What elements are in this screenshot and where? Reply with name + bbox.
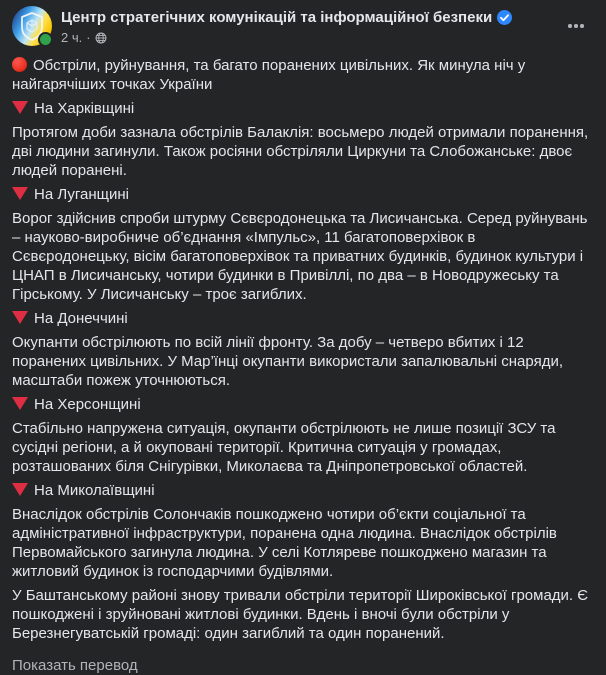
ellipsis-menu-icon <box>568 24 572 28</box>
post-paragraph <box>12 333 594 390</box>
post-paragraph <box>12 586 594 643</box>
timestamp-link[interactable]: 2 ч. <box>61 30 83 45</box>
region-heading-mykolaiv <box>12 481 594 500</box>
ellipsis-menu-icon <box>580 24 584 28</box>
red-triangle-down-icon <box>12 311 28 324</box>
post-header <box>0 0 606 46</box>
red-triangle-down-icon <box>12 101 28 114</box>
post-meta <box>61 30 558 45</box>
online-status-dot <box>38 32 53 47</box>
meta-separator: · <box>86 30 91 45</box>
post-text: Стабільно напружена ситуація, окупанти обстрілюють не лише позиції ЗСУ та сусідні регіони, а й окуповані території. Критична ситуація у громадах, розташованих біля Снігурівки, Миколаєва та Дніпропетровської областей. <box>12 420 556 475</box>
post-paragraph <box>12 419 594 476</box>
region-label: На Харківщині <box>34 100 135 117</box>
red-circle-icon <box>12 57 27 72</box>
show-translation-link[interactable]: Показать перевод <box>12 657 138 674</box>
region-label: На Луганщині <box>34 186 129 203</box>
region-heading-luhansk <box>12 185 594 204</box>
red-triangle-down-icon <box>12 187 28 200</box>
post-text: Ворог здійснив спроби штурму Сєвєродонецька та Лисичанська. Серед руйнувань – науково-виробниче об’єднання «Імпульс», 11 багатоповерхівок в Сєвєродонецьку, вісім багатоповерхівок та приватних будинків, будинок культури і ЦНАП в Лисичанську, чотири будинки в Привіллі, по два – в Новодружеську та Гірському. У Лисичанську – троє загиблих. <box>12 210 588 303</box>
page-name-link[interactable]: Центр стратегічних комунікацій та інформаційної безпеки <box>61 9 493 26</box>
post-text: Внаслідок обстрілів Солончаків пошкоджено чотири об’єкти соціальної та адміністративної інфраструктури, поранена одна людина. Внаслідок обстрілів Первомайського загинула людина. У селі Котляреве пошкоджено магазин та житловий будинок із господарчими будівлями. <box>12 506 557 580</box>
region-label: На Донеччині <box>34 310 128 327</box>
post-options-button[interactable] <box>558 8 594 44</box>
post-text: Окупанти обстрілюють по всій лінії фронту. За добу – четверо вбитих і 12 поранених цивільних. У Мар’їнці окупанти використали запалювальні снаряди, масштаби пожеж уточнюються. <box>12 334 563 389</box>
red-triangle-down-icon <box>12 397 28 410</box>
ellipsis-menu-icon <box>574 24 578 28</box>
post-paragraph <box>12 123 594 180</box>
post-text: Обстріли, руйнування, та багато поранених цивільних. Як минула ніч у найгарячіших точках України <box>12 57 526 93</box>
region-heading-donetsk <box>12 309 594 328</box>
globe-public-icon <box>95 32 107 44</box>
region-heading-kharkiv <box>12 99 594 118</box>
post-text: Протягом доби зазнала обстрілів Балаклія: восьмеро людей отримали поранення, дві людини загинули. Також росіяни обстріляли Циркуни та Слобожанське: двоє людей поранені. <box>12 124 589 179</box>
post-paragraph <box>12 505 594 581</box>
region-heading-kherson <box>12 395 594 414</box>
region-label: На Миколаївщині <box>34 482 155 499</box>
post-lead-paragraph <box>12 56 594 94</box>
header-info <box>61 6 558 45</box>
red-triangle-down-icon <box>12 483 28 496</box>
verified-badge-icon <box>497 10 512 25</box>
post-text: У Баштанському районі знову тривали обстріли території Широківської громади. Є пошкоджені і зруйновані житлові будинки. Вдень і вночі були обстріли у Березнегуватській громаді: один загиблий та один поранений. <box>12 587 589 642</box>
page-avatar[interactable] <box>12 6 52 46</box>
post-paragraph <box>12 209 594 304</box>
region-label: На Херсонщині <box>34 396 141 413</box>
post-text-body <box>0 46 606 675</box>
